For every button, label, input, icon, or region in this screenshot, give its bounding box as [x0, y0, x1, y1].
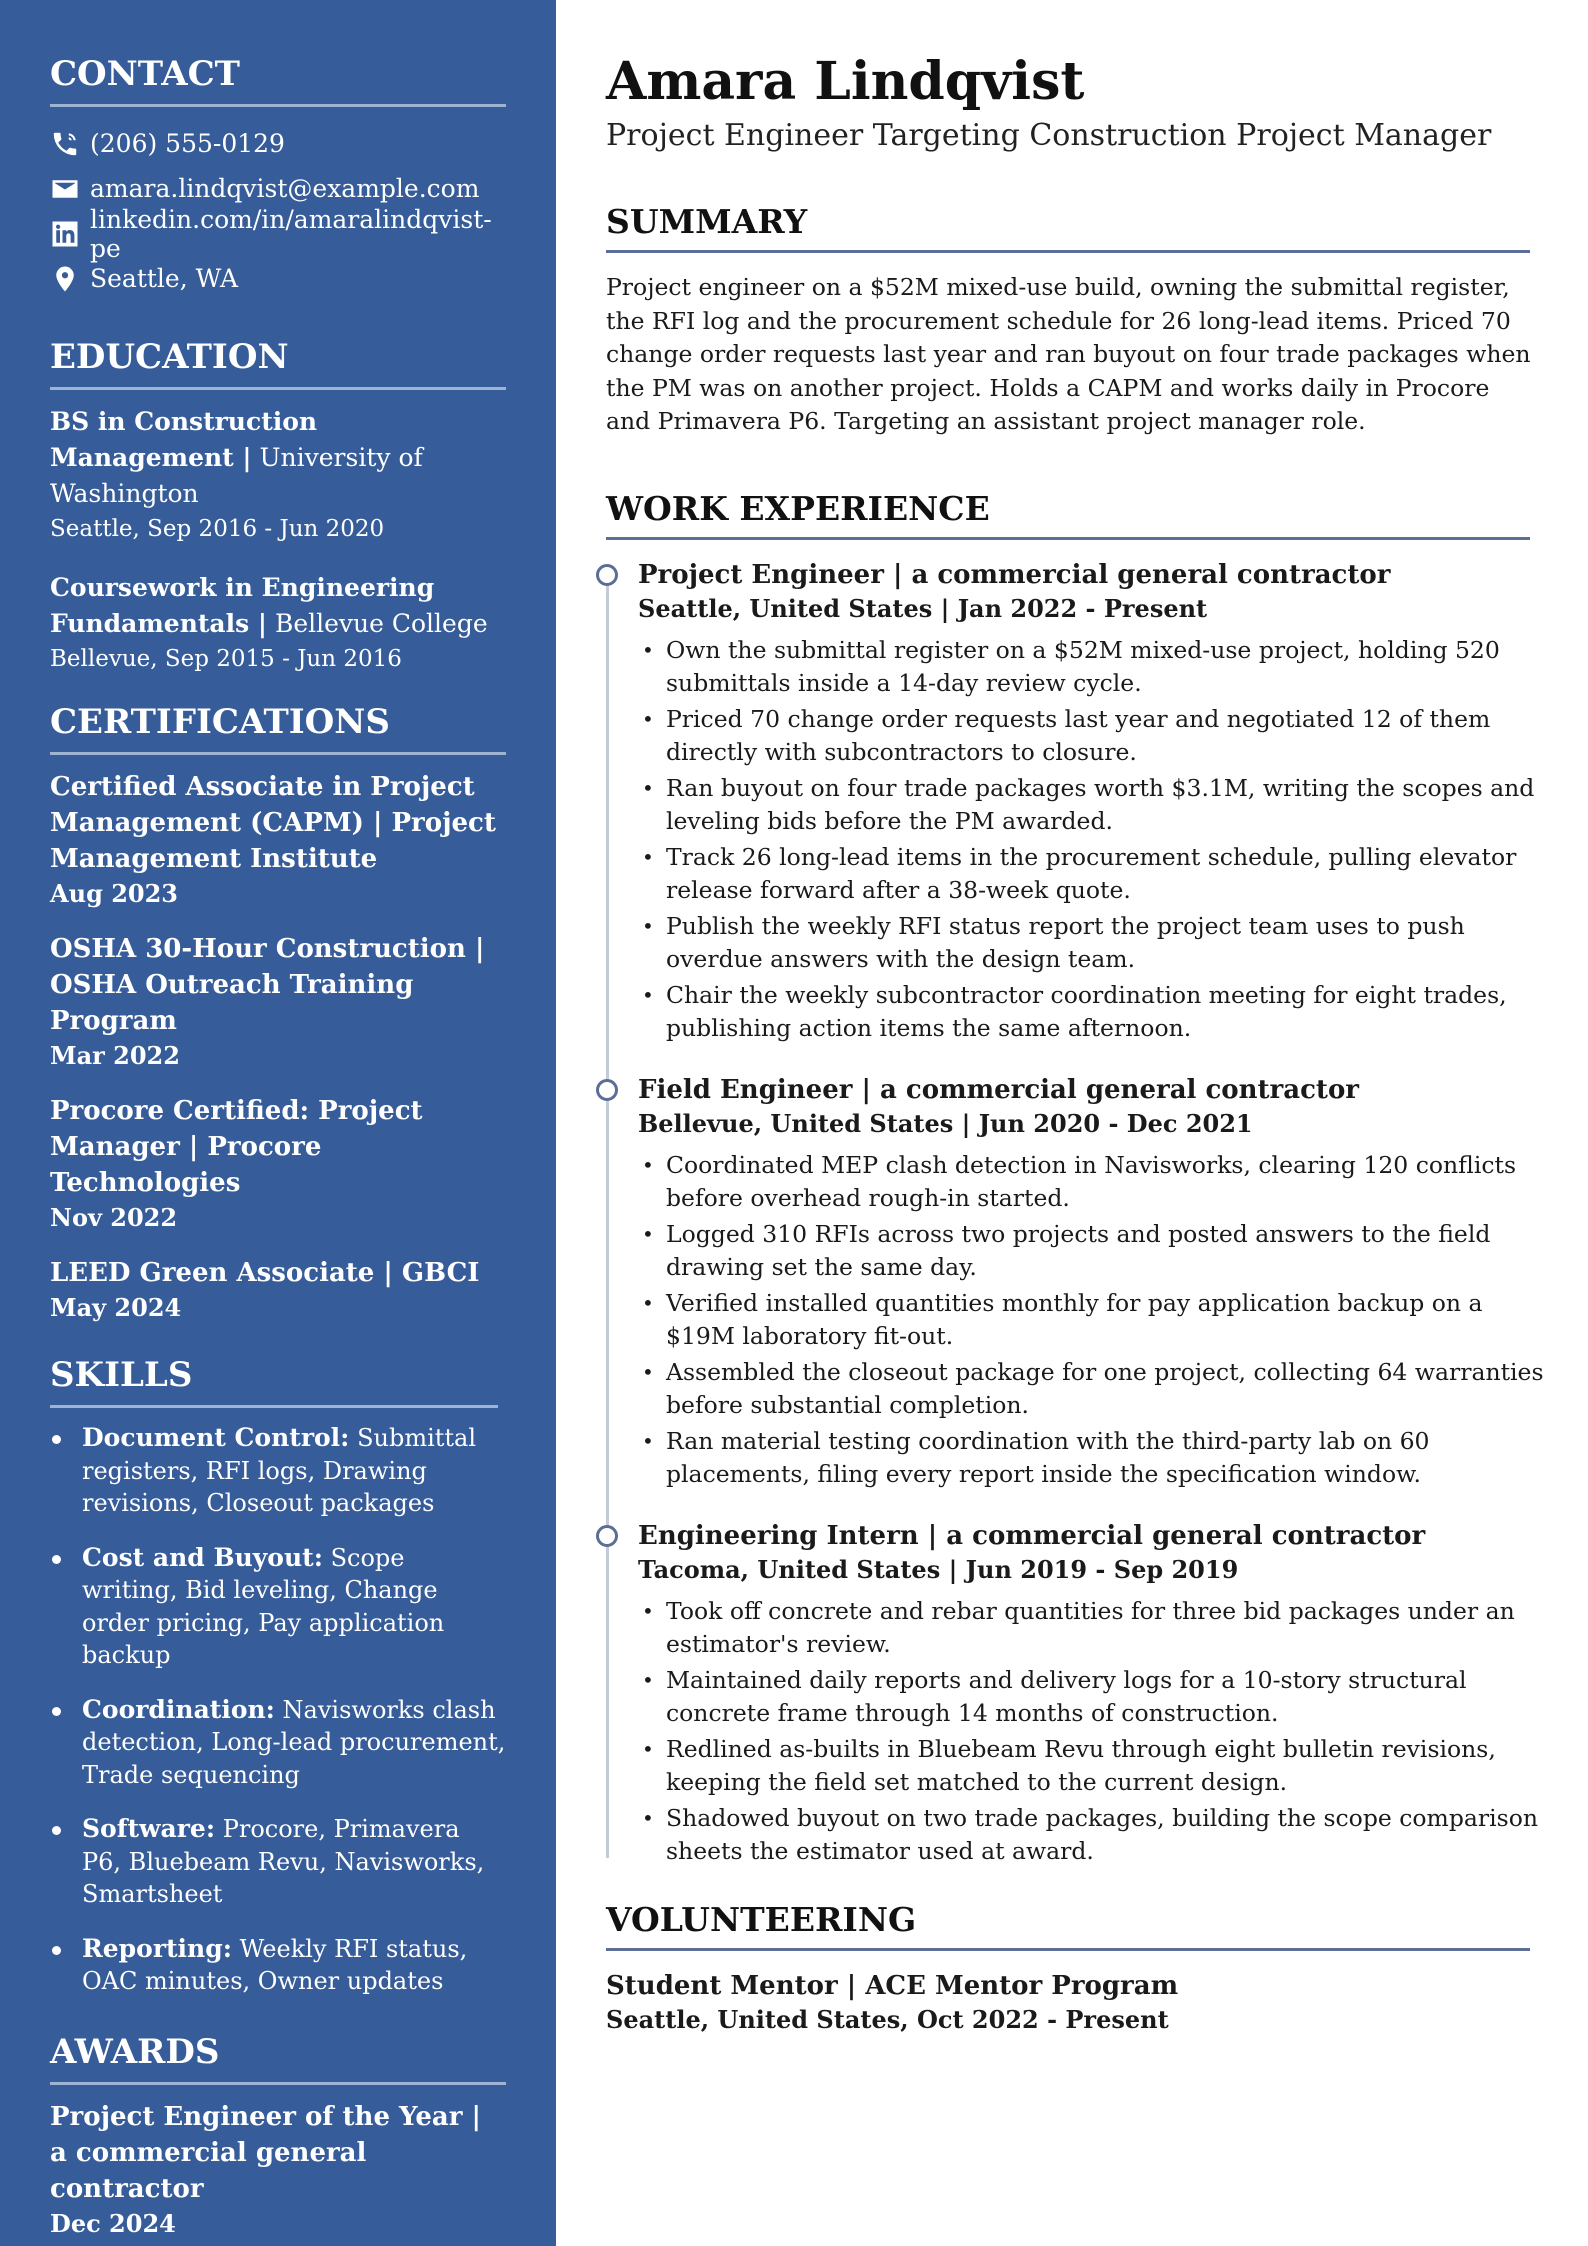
work-timeline — [606, 558, 1546, 1868]
skills-section — [50, 1353, 506, 1998]
job-title: Engineering Intern | a commercial general contractor — [638, 1520, 1426, 1551]
volunteering-section — [606, 1898, 1546, 2037]
candidate-name: Amara Lindqvist — [606, 51, 1085, 112]
certification-item — [50, 769, 506, 911]
location-text: Seattle, WA — [90, 264, 239, 293]
job-entry — [638, 1073, 1546, 1491]
summary-section — [606, 200, 1546, 439]
awards-heading: AWARDS — [50, 2030, 506, 2085]
linkedin-text[interactable]: linkedin.com/in/amaralindqvist-pe — [90, 204, 492, 263]
timeline-dot — [596, 564, 618, 586]
education-school: University of Washington — [50, 443, 423, 508]
job-bullet: • Verified installed quantities monthly for pay application backup on a $19M laboratory fit-out. — [666, 1287, 1546, 1353]
timeline-dot — [596, 1079, 618, 1101]
job-entry — [638, 1519, 1546, 1868]
job-entry — [638, 558, 1546, 1045]
phone-icon — [50, 129, 80, 159]
volunteering-heading: VOLUNTEERING — [606, 1898, 1530, 1951]
skill-key: Reporting: — [82, 1933, 232, 1963]
candidate-headline: Project Engineer Targeting Construction Project Manager — [606, 118, 1492, 153]
job-meta: Tacoma, United States | Jun 2019 - Sep 2019 — [638, 1554, 1239, 1584]
education-item — [50, 570, 506, 676]
volunteering-meta: Seattle, United States, Oct 2022 - Present — [606, 2004, 1169, 2034]
job-bullet: • Maintained daily reports and delivery logs for a 10-story structural concrete frame through 14 months of construction. — [666, 1664, 1546, 1730]
certification-date: Aug 2023 — [50, 879, 179, 908]
education-degree: Coursework in Engineering Fundamentals | — [50, 573, 435, 638]
job-bullet: • Chair the weekly subcontractor coordination meeting for eight trades, publishing action items the same afternoon. — [666, 979, 1546, 1045]
skill-item — [82, 1542, 506, 1672]
summary-heading: SUMMARY — [606, 200, 1530, 253]
awards-section — [50, 2030, 506, 2241]
contact-location — [50, 256, 506, 301]
timeline-dot — [596, 1525, 618, 1547]
job-bullet: • Shadowed buyout on two trade packages, building the scope comparison sheets the estimator used at award. — [666, 1802, 1546, 1868]
certification-item — [50, 931, 506, 1073]
job-bullet: • Logged 310 RFIs across two projects and posted answers to the field drawing set the same day. — [666, 1218, 1546, 1284]
skills-heading: SKILLS — [50, 1353, 498, 1408]
contact-heading: CONTACT — [50, 52, 506, 107]
certification-title: LEED Green Associate | GBCI — [50, 1258, 480, 1288]
job-bullet: • Assembled the closeout package for one project, collecting 64 warranties before substantial completion. — [666, 1356, 1546, 1422]
sidebar — [0, 0, 556, 2246]
education-school: Bellevue College — [274, 609, 488, 638]
skill-value: Navisworks clash detection, Long-lead procurement, Trade sequencing — [82, 1695, 506, 1789]
skill-value: Weekly RFI status, OAC minutes, Owner updates — [82, 1934, 468, 1995]
certification-item — [50, 1255, 506, 1325]
education-item — [50, 404, 506, 546]
job-bullet: • Publish the weekly RFI status report the project team uses to push overdue answers with the design team. — [666, 910, 1546, 976]
work-experience-heading: WORK EXPERIENCE — [606, 487, 1530, 540]
job-bullet: • Ran material testing coordination with the third-party lab on 60 placements, filing every report inside the specification window. — [666, 1425, 1546, 1491]
certifications-section — [50, 700, 506, 1325]
education-meta: Bellevue, Sep 2015 - Jun 2016 — [50, 646, 402, 672]
contact-linkedin[interactable] — [50, 204, 506, 263]
skill-key: Coordination: — [82, 1694, 275, 1724]
job-meta: Bellevue, United States | Jun 2020 - Dec 2021 — [638, 1108, 1253, 1138]
certification-title: OSHA 30-Hour Construction | OSHA Outreach Training Program — [50, 934, 485, 1036]
certifications-heading: CERTIFICATIONS — [50, 700, 506, 755]
job-title: Project Engineer | a commercial general contractor — [638, 559, 1391, 590]
skill-item — [82, 1813, 506, 1911]
email-icon — [50, 174, 80, 204]
skill-value: Scope writing, Bid leveling, Change order pricing, Pay application backup — [82, 1543, 445, 1669]
job-bullets — [638, 1595, 1546, 1868]
award-date: Dec 2024 — [50, 2208, 176, 2238]
job-bullets — [638, 1149, 1546, 1491]
job-bullet: • Track 26 long-lead items in the procurement schedule, pulling elevator release forward after a 38-week quote. — [666, 841, 1546, 907]
linkedin-icon — [50, 219, 80, 249]
education-section — [50, 335, 506, 676]
main-content — [606, 0, 1546, 2037]
certification-item — [50, 1093, 506, 1235]
skill-item — [82, 1933, 506, 1998]
skill-item — [82, 1694, 506, 1792]
work-experience-section — [606, 487, 1546, 1868]
contact-section — [50, 52, 506, 301]
skill-key: Document Control: — [82, 1423, 350, 1452]
skill-key: Software: — [82, 1814, 216, 1843]
job-bullet: • Redlined as-builts in Bluebeam Revu through eight bulletin revisions, keeping the field set matched to the current design. — [666, 1733, 1546, 1799]
certification-date: May 2024 — [50, 1293, 182, 1322]
job-bullet: • Priced 70 change order requests last year and negotiated 12 of them directly with subcontractors to closure. — [666, 703, 1546, 769]
summary-text: Project engineer on a $52M mixed-use build, owning the submittal register, the RFI log and the procurement schedule for 26 long-lead items. Priced 70 change order requests last year and ran buyout on four trade packages when the PM was on another project. Holds a CAPM and works daily in Procore and Primavera P6. Targeting an assistant project manager role. — [606, 273, 1531, 435]
education-meta: Seattle, Sep 2016 - Jun 2020 — [50, 516, 385, 542]
contact-phone — [50, 121, 506, 166]
skills-list — [50, 1422, 506, 1998]
job-bullet: • Took off concrete and rebar quantities for three bid packages under an estimator's review. — [666, 1595, 1546, 1661]
volunteering-title: Student Mentor | ACE Mentor Program — [606, 1970, 1179, 2001]
award-item — [50, 2099, 506, 2241]
certification-date: Nov 2022 — [50, 1203, 178, 1232]
skill-key: Cost and Buyout: — [82, 1542, 323, 1572]
certification-title: Certified Associate in Project Management (CAPM) | Project Management Institute — [50, 772, 496, 874]
skill-item — [82, 1422, 506, 1520]
job-bullet: • Ran buyout on four trade packages worth $3.1M, writing the scopes and leveling bids before the PM awarded. — [666, 772, 1546, 838]
job-bullet: • Own the submittal register on a $52M mixed-use project, holding 520 submittals inside a 14-day review cycle. — [666, 634, 1546, 700]
certification-title: Procore Certified: Project Manager | Procore Technologies — [50, 1096, 423, 1198]
education-degree: BS in Construction Management | — [50, 407, 318, 472]
job-bullets — [638, 634, 1546, 1045]
phone-text: (206) 555-0129 — [90, 129, 285, 158]
certification-date: Mar 2022 — [50, 1041, 180, 1070]
email-text[interactable]: amara.lindqvist@example.com — [90, 174, 480, 203]
award-title: Project Engineer of the Year | a commercial general contractor — [50, 2101, 481, 2204]
job-title: Field Engineer | a commercial general contractor — [638, 1074, 1359, 1105]
location-pin-icon — [50, 264, 80, 294]
job-meta: Seattle, United States | Jan 2022 - Present — [638, 593, 1208, 623]
job-bullet: • Coordinated MEP clash detection in Navisworks, clearing 120 conflicts before overhead rough-in started. — [666, 1149, 1546, 1215]
education-heading: EDUCATION — [50, 335, 506, 390]
skill-value: Procore, Primavera P6, Bluebeam Revu, Navisworks, Smartsheet — [82, 1815, 485, 1908]
skill-value: Submittal registers, RFI logs, Drawing revisions, Closeout packages — [82, 1424, 477, 1517]
